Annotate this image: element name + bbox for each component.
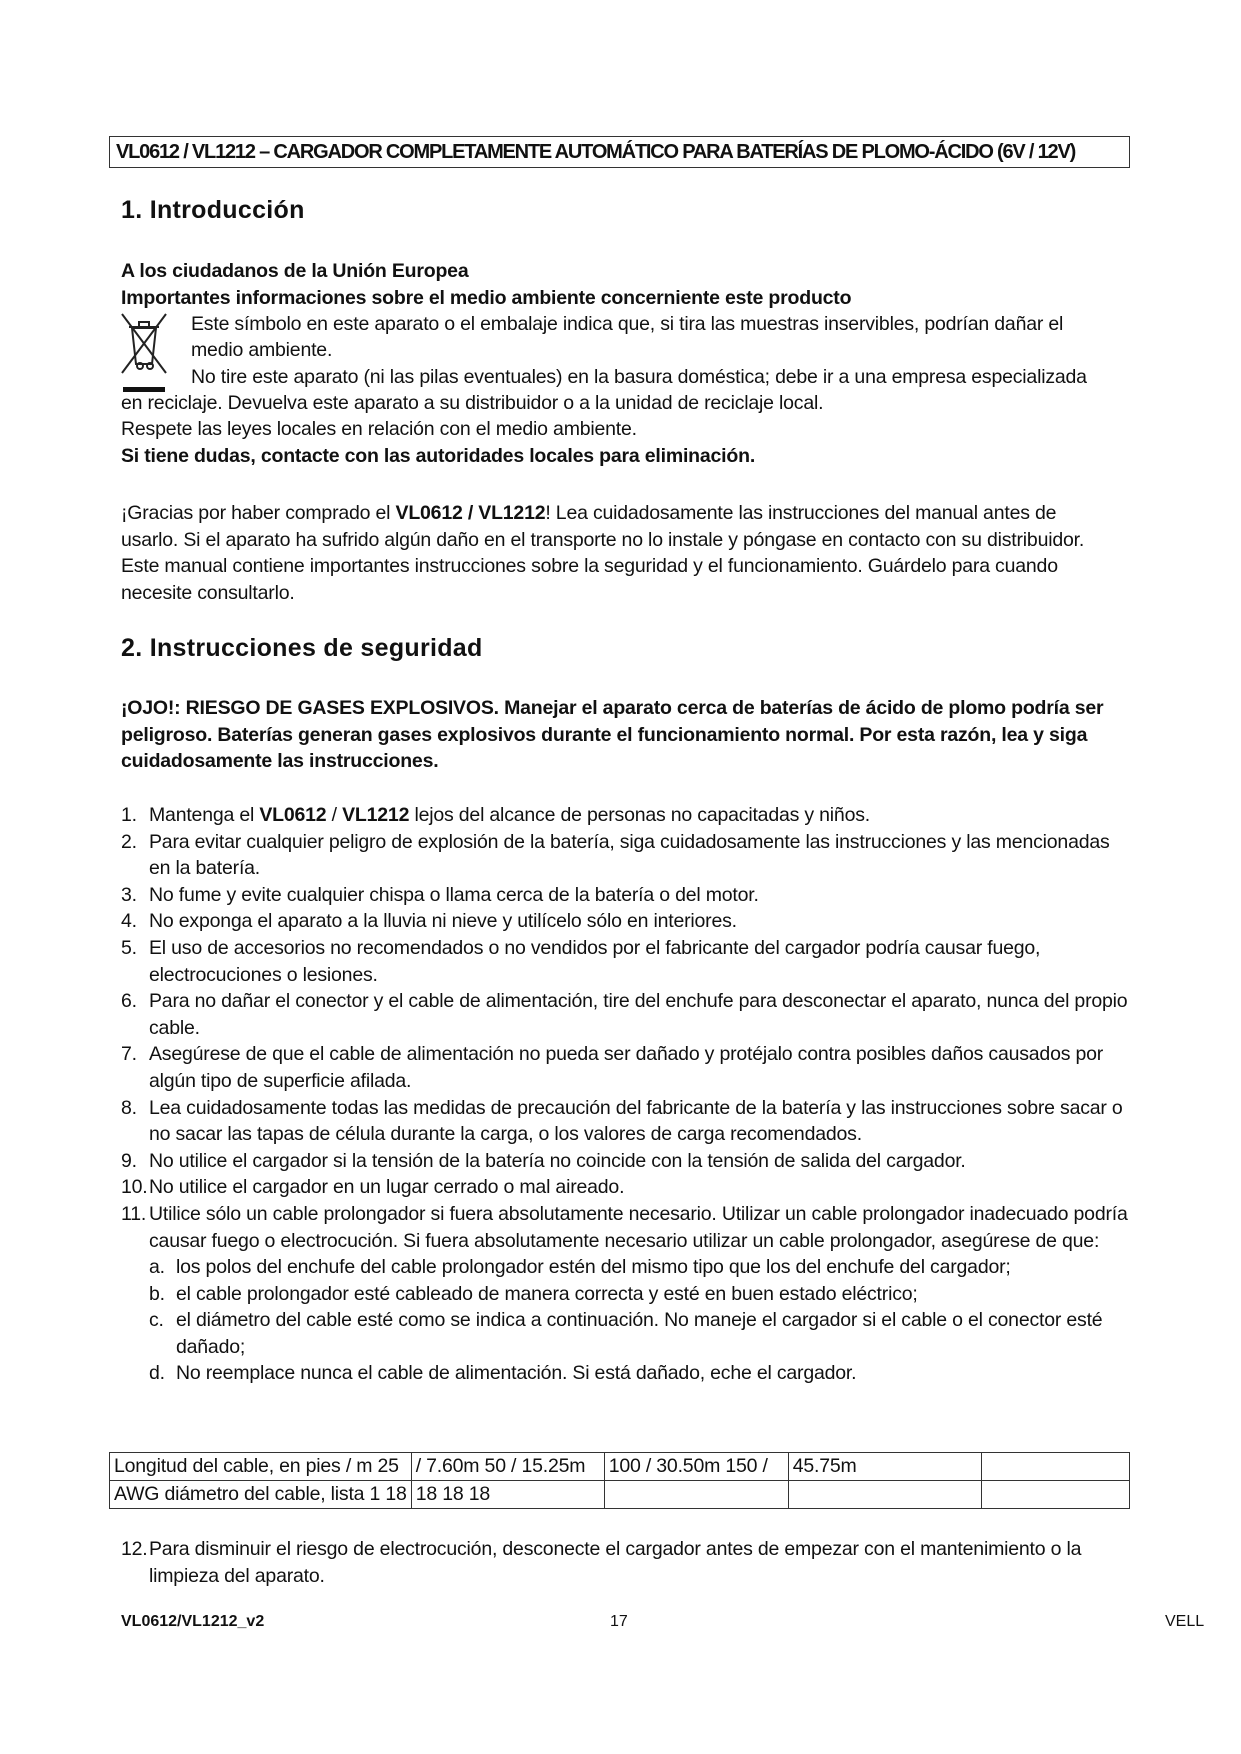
list-item: 8. Lea cuidadosamente todas las medidas de precaución del fabricante de la batería y las instrucciones sobre sacar o no sacar las tapas de célula durante la carga, o los valores de carga recomendados.	[121, 1096, 1123, 1146]
section-1-heading: 1. Introducción	[121, 196, 305, 224]
safety-list	[121, 802, 1131, 1387]
weee-text-3: No tire este aparato (ni las pilas eventuales) en la basura doméstica; debe ir a una empresa especializada	[191, 366, 1087, 388]
document-title: VL0612 / VL1212 – CARGADOR COMPLETAMENTE AUTOMÁTICO PARA BATERÍAS DE PLOMO-ÁCIDO (6V / 12V)	[109, 136, 1130, 168]
safety-list-continued	[121, 1536, 1131, 1589]
list-item: 9. No utilice el cargador si la tensión de la batería no coincide con la tensión de salida del cargador.	[121, 1149, 966, 1172]
sub-list-item: b. el cable prolongador esté cableado de manera correcta y esté en buen estado eléctrico;	[149, 1282, 918, 1305]
table-cell: / 7.60m 50 / 15.25m	[411, 1453, 604, 1481]
weee-text-2: medio ambiente.	[191, 339, 333, 361]
sub-list-item: d. No reemplace nunca el cable de alimentación. Si está dañado, eche el cargador.	[149, 1362, 857, 1385]
list-item: 7. Asegúrese de que el cable de alimentación no pueda ser dañado y protéjalo contra posibles daños causados por algún tipo de superficie afilada.	[121, 1043, 1104, 1092]
footer-page-number: 17	[610, 1613, 628, 1630]
thanks-model: VL0612 / VL1212	[395, 502, 546, 524]
footer-document-id: VL0612/VL1212_v2	[121, 1613, 265, 1630]
section-2-heading: 2. Instrucciones de seguridad	[121, 634, 483, 662]
thanks-paragraph	[121, 500, 1106, 606]
list-item: 1. Mantenga el VL0612 / VL1212 lejos del alcance de personas no capacitadas y niños.	[121, 804, 870, 826]
explosive-gas-warning: ¡OJO!: RIESGO DE GASES EXPLOSIVOS. Manejar el aparato cerca de baterías de ácido de plomo podría ser peligroso. Baterías generan gases explosivos durante el funcionamiento normal. Por esta razón, lea y siga cuidadosamente las instrucciones.	[121, 697, 1104, 773]
thanks-pre: ¡Gracias por haber comprado el	[121, 502, 396, 524]
cable-gauge-table	[109, 1452, 1130, 1509]
thanks-post: ! Lea cuidadosamente las instrucciones del manual antes de usarlo. Si el aparato ha sufrido algún daño en el transporte no lo instale y póngase en contacto con su distribuidor. Este manual contiene importantes instrucciones sobre la seguridad y el funcionamiento. Guárdelo para cuando necesite consultarlo.	[121, 502, 1085, 604]
table-cell	[788, 1481, 981, 1509]
list-item: 6. Para no dañar el conector y el cable de alimentación, tire del enchufe para desconectar el aparato, nunca del propio cable.	[121, 990, 1128, 1039]
list-item: 5. El uso de accesorios no recomendados o no vendidos por el fabricante del cargador podría causar fuego, electrocuciones o lesiones.	[121, 936, 1041, 986]
list-item: 2. Para evitar cualquier peligro de explosión de la batería, siga cuidadosamente las instrucciones y las mencionadas en la batería.	[121, 830, 1110, 880]
table-cell: 100 / 30.50m 150 /	[604, 1453, 788, 1481]
list-item: 4. No exponga el aparato a la lluvia ni nieve y utilícelo sólo en interiores.	[121, 910, 737, 933]
table-cell: 18 18 18	[411, 1481, 604, 1509]
eu-heading: A los ciudadanos de la Unión Europea	[121, 260, 469, 282]
weee-text-1: Este símbolo en este aparato o el embalaje indica que, si tira las muestras inservibles, podrían dañar el	[191, 313, 1064, 335]
weee-text-4: en reciclaje. Devuelva este aparato a su distribuidor o a la unidad de reciclaje local.	[121, 392, 824, 414]
list-item: 11. Utilice sólo un cable prolongador si fuera absolutamente necesario. Utilizar un cable prolongador inadecuado podría causar fuego o electrocución. Si fuera absolutamente necesario utilizar un cable prolongador, asegúrese de que:	[121, 1202, 1128, 1252]
list-item: 10. No utilice el cargador en un lugar cerrado o mal aireado.	[121, 1176, 625, 1199]
weee-bin-icon	[119, 311, 169, 393]
environment-heading: Importantes informaciones sobre el medio ambiente concerniente este producto	[121, 287, 852, 309]
table-cell: 45.75m	[788, 1453, 981, 1481]
table-cell	[604, 1481, 788, 1509]
table-cell	[981, 1481, 1129, 1509]
sub-list-item: a. los polos del enchufe del cable prolongador estén del mismo tipo que los del enchufe del cargador;	[149, 1256, 1011, 1279]
list-item: 3. No fume y evite cualquier chispa o llama cerca de la batería o del motor.	[121, 883, 759, 906]
table-cell: AWG diámetro del cable, lista 1 18	[110, 1481, 412, 1509]
doubts-text: Si tiene dudas, contacte con las autoridades locales para eliminación.	[121, 445, 756, 467]
table-cell	[981, 1453, 1129, 1481]
sub-list-item: c. el diámetro del cable esté como se indica a continuación. No maneje el cargador si el cable o el conector esté dañado;	[149, 1309, 1103, 1358]
footer-brand: VELL	[1165, 1613, 1205, 1630]
table-row	[110, 1453, 1130, 1481]
table-cell: Longitud del cable, en pies / m 25	[110, 1453, 412, 1481]
list-item: 12. Para disminuir el riesgo de electrocución, desconecte el cargador antes de empezar con el mantenimiento o la limpieza del aparato.	[121, 1538, 1082, 1587]
local-laws-text: Respete las leyes locales en relación con el medio ambiente.	[121, 418, 637, 440]
table-row	[110, 1481, 1130, 1509]
